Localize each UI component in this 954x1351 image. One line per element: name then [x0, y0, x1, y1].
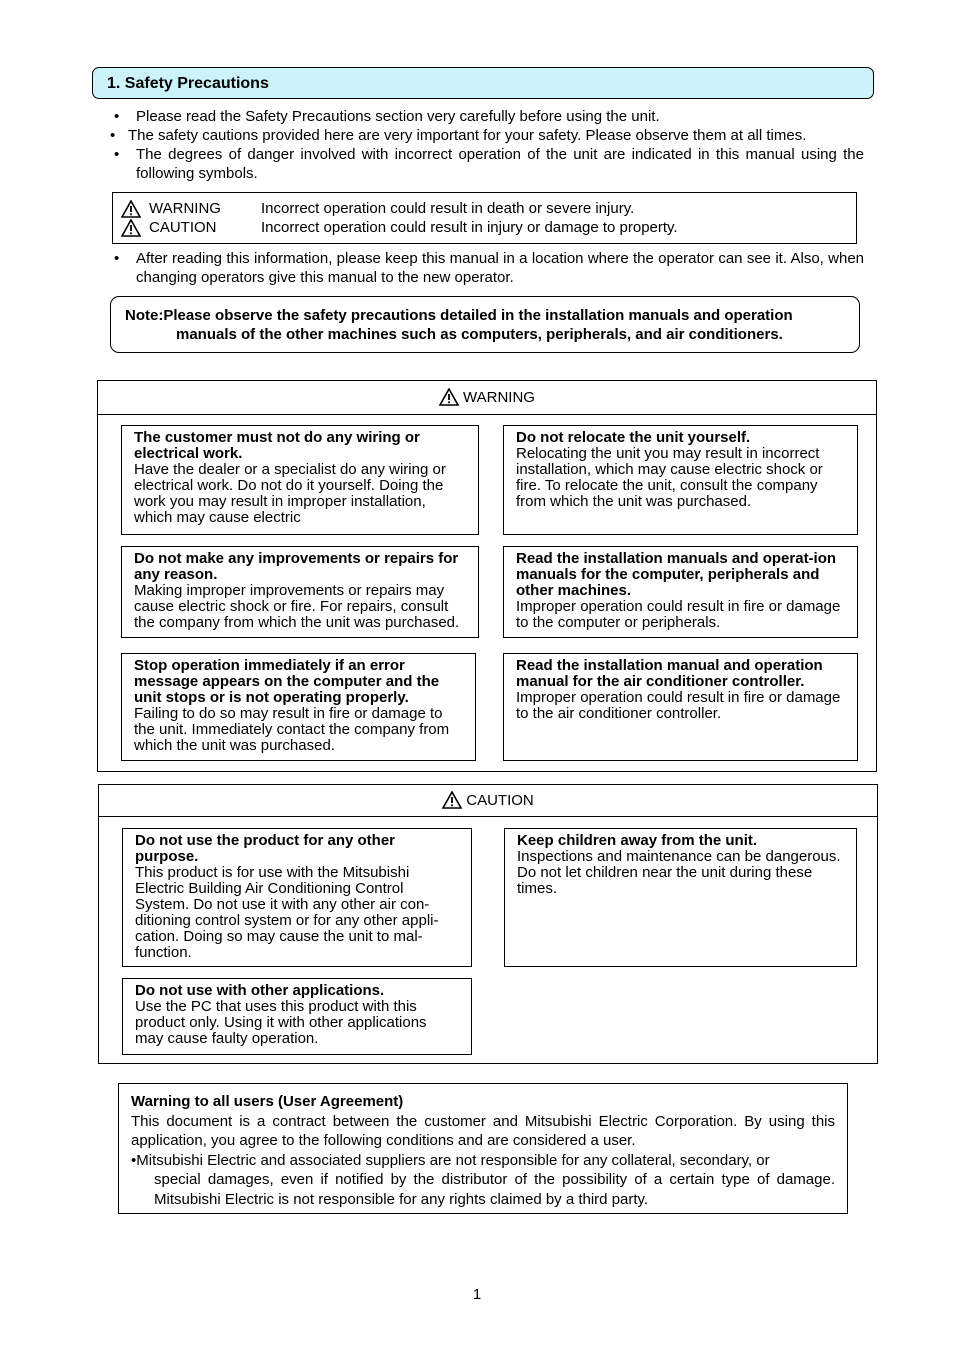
card-heading: The customer must not do any wiring or electrical work.	[134, 429, 420, 462]
warning-card	[503, 546, 858, 638]
bullet-item	[114, 145, 864, 183]
warning-card	[121, 425, 479, 535]
bullet-text: The safety cautions provided here are very important for your safety. Please observe them at all times.	[128, 127, 807, 144]
card-heading: Stop operation immediately if an error message appears on the computer and the unit stops or is not operating properly.	[134, 657, 440, 706]
bullet-item	[110, 126, 864, 145]
card-heading: Read the installation manuals and operat-ion manuals for the computer, peripherals and other machines.	[516, 550, 837, 599]
card-heading: Do not make any improvements or repairs for any reason.	[134, 550, 459, 583]
card-body: Have the dealer or a specialist do any wiring or electrical work. Do not do it yourself. Doing the work you may result in improper installation, which may cause electric	[134, 461, 446, 526]
caution-panel-header	[99, 785, 877, 817]
bullet-dot: •	[110, 127, 116, 144]
card-heading: Do not use with other applications.	[135, 982, 385, 999]
warning-card	[121, 653, 476, 761]
bullet-dot: •	[114, 250, 120, 267]
bullet-item	[114, 249, 864, 287]
bullet-dot: •	[114, 146, 120, 163]
card-body: Inspections and maintenance can be dangerous. Do not let children near the unit during these times.	[517, 848, 841, 897]
card-heading: Read the installation manual and operation manual for the air conditioner controller.	[516, 657, 823, 690]
caution-triangle-icon	[442, 791, 462, 809]
card-body: Improper operation could result in fire or damage to the computer or peripherals.	[516, 598, 841, 631]
card-body: This product is for use with the Mitsubishi Electric Building Air Conditioning Control System. Do not use it with any other air con-ditioning control system or for any other appli-cation. Doing so may cause the unit to mal-function.	[135, 864, 439, 961]
symbol-description: Incorrect operation could result in injury or damage to property.	[261, 219, 678, 236]
warning-panel-header	[98, 381, 876, 415]
bullet-text: Please read the Safety Precautions section very carefully before using the unit.	[136, 108, 660, 125]
warning-triangle-icon	[121, 200, 141, 218]
warning-triangle-icon	[439, 388, 459, 406]
card-body: Relocating the unit you may result in incorrect installation, which may cause electric shock or fire. To relocate the unit, consult the company from which the unit was purchased.	[516, 445, 823, 510]
symbol-description: Incorrect operation could result in death or severe injury.	[261, 200, 635, 217]
card-heading: Keep children away from the unit.	[517, 832, 758, 849]
note-box	[110, 296, 860, 353]
warning-card	[121, 546, 479, 638]
warning-panel-title: WARNING	[463, 389, 535, 406]
warning-panel	[97, 380, 877, 772]
intro-bullet-list	[110, 107, 864, 183]
caution-card	[504, 828, 857, 967]
note-line-2: manuals of the other machines such as computers, peripherals, and air conditioners.	[176, 326, 783, 343]
card-body: Making improper improvements or repairs may cause electric shock or fire. For repairs, consult the company from which the unit was purchased.	[134, 582, 460, 631]
symbol-label: WARNING	[149, 200, 221, 217]
caution-card	[122, 828, 472, 967]
symbol-label: CAUTION	[149, 219, 217, 236]
bullet-text: After reading this information, please keep this manual in a location where the operator can see it. Also, when changing operators give this manual to the new operator.	[136, 250, 864, 286]
page-number: 1	[472, 1286, 482, 1303]
symbol-legend-box	[112, 192, 857, 244]
agreement-item-first-line: •Mitsubishi Electric and associated suppliers are not responsible for any collateral, secondary, or	[131, 1151, 770, 1169]
bullet-dot: •	[114, 108, 120, 125]
card-body: Use the PC that uses this product with this product only. Using it with other applications may cause faulty operation.	[135, 998, 427, 1047]
warning-card	[503, 425, 858, 535]
warning-card	[503, 653, 858, 761]
caution-card	[122, 978, 472, 1055]
agreement-paragraph: This document is a contract between the customer and Mitsubishi Electric Corporation. By using this application, you agree to the following conditions and are considered a user.	[131, 1112, 835, 1149]
note-line-1: Note:Please observe the safety precautions detailed in the installation manuals and operation	[125, 307, 793, 324]
user-agreement-box	[118, 1083, 848, 1214]
after-bullet-list	[114, 249, 864, 287]
card-heading: Do not use the product for any other purpose.	[135, 832, 396, 865]
caution-panel-title: CAUTION	[466, 792, 534, 809]
card-body: Improper operation could result in fire or damage to the air conditioner controller.	[516, 689, 841, 722]
card-body: Failing to do so may result in fire or damage to the unit. Immediately contact the company from which the unit was purchased.	[134, 705, 450, 754]
section-title: 1. Safety Precautions	[92, 67, 874, 99]
caution-panel	[98, 784, 878, 1064]
bullet-text: The degrees of danger involved with incorrect operation of the unit are indicated in this manual using the following symbols.	[136, 146, 864, 182]
agreement-item-continuation: special damages, even if notified by the distributor of the possibility of a certain type of damage. Mitsubishi Electric is not responsible for any rights claimed by a third party.	[154, 1171, 835, 1208]
agreement-heading: Warning to all users (User Agreement)	[131, 1093, 404, 1110]
bullet-item	[114, 107, 864, 126]
caution-triangle-icon	[121, 219, 141, 237]
card-heading: Do not relocate the unit yourself.	[516, 429, 751, 446]
